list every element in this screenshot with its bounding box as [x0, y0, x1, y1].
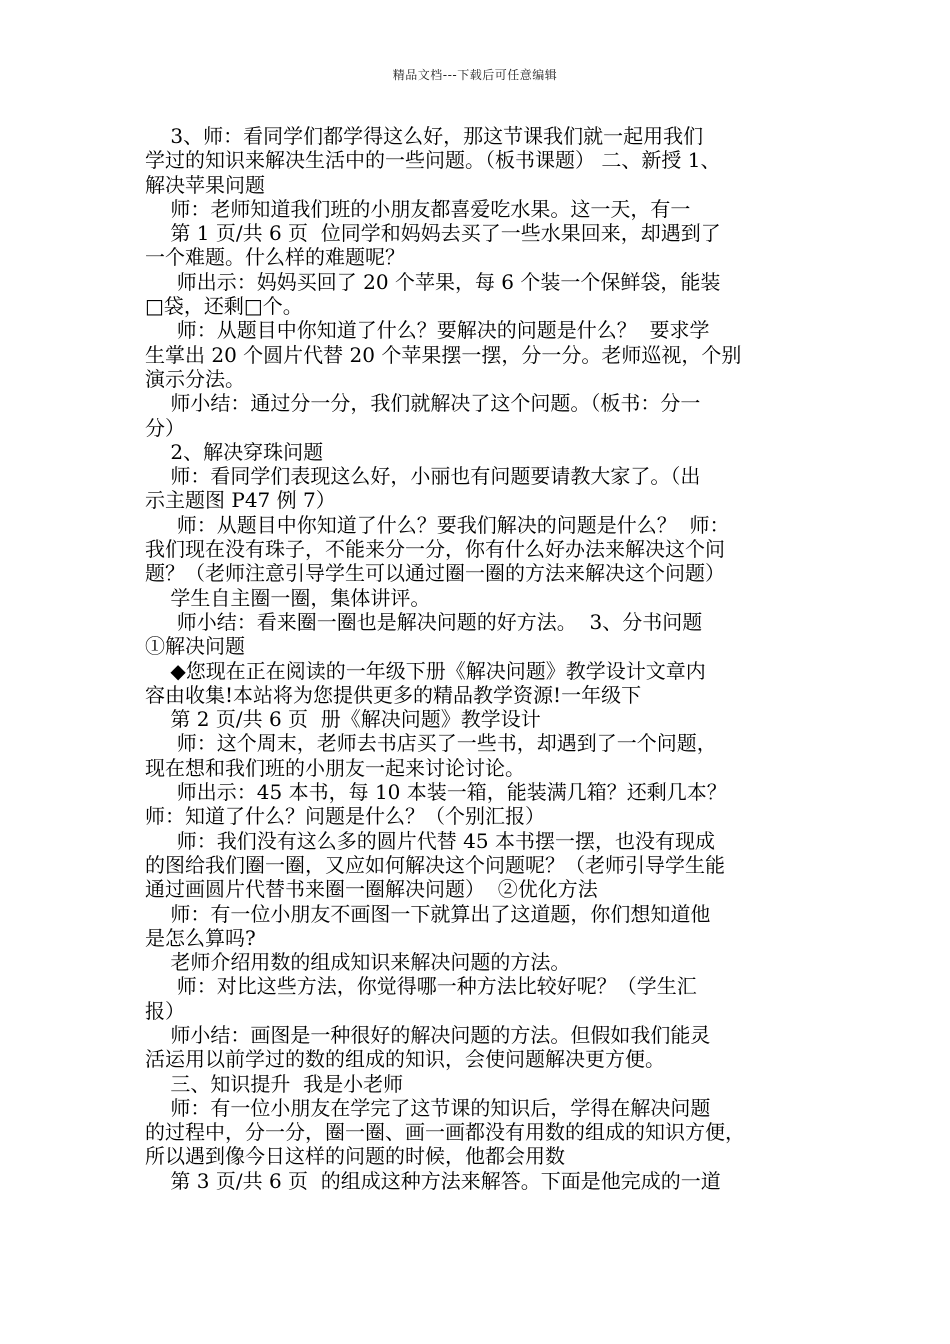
text-line: 第 1 页/共 6 页 位同学和妈妈去买了一些水果回来，却遇到了	[145, 221, 721, 246]
text-line: 我们现在没有珠子，不能来分一分，你有什么好办法来解决这个问	[145, 537, 725, 562]
text-line: 演示分法。	[145, 366, 245, 391]
text-line: 师小结：画图是一种很好的解决问题的方法。但假如我们能灵	[145, 1022, 711, 1047]
text-line: 生掌出 20 个圆片代替 20 个苹果摆一摆，分一分。老师巡视，个别	[145, 342, 742, 367]
text-line: 三、知识提升 我是小老师	[145, 1071, 404, 1096]
text-line: 的图给我们圈一圈，又应如何解决这个问题呢？（老师引导学生能	[145, 852, 725, 877]
text-line: 师：这个周末，老师去书店买了一些书，却遇到了一个问题，	[145, 731, 717, 756]
text-line: 师：对比这些方法，你觉得哪一种方法比较好呢？（学生汇	[145, 974, 697, 999]
text-line: 的过程中，分一分，圈一圈、画一画都没有用数的组成的知识方便，	[145, 1120, 745, 1145]
text-line: 分）	[145, 415, 185, 440]
text-line: 师：我们没有这么多的圆片代替 45 本书摆一摆，也没有现成	[145, 828, 715, 853]
text-line: 2、解决穿珠问题	[145, 439, 324, 464]
text-line: 师：老师知道我们班的小朋友都喜爱吃水果。这一天，有一	[145, 196, 691, 221]
text-line: 解决苹果问题	[145, 172, 265, 197]
document-body	[145, 124, 810, 1193]
text-line: 是怎么算吗?	[145, 925, 256, 950]
text-line: 师出示：妈妈买回了 20 个苹果，每 6 个装一个保鲜袋，能装	[145, 269, 721, 294]
text-line: 容由收集!本站将为您提供更多的精品教学资源!一年级下	[145, 682, 642, 707]
text-line: 题？（老师注意引导学生可以通过圈一圈的方法来解决这个问题）	[145, 561, 725, 586]
text-line: 第 3 页/共 6 页 的组成这种方法来解答。下面是他完成的一道	[145, 1168, 721, 1193]
text-line: □袋，还剩□个。	[145, 294, 303, 319]
text-line: 师出示：45 本书，每 10 本装一箱，能装满几箱？还剩几本？	[145, 780, 727, 805]
text-line: 通过画圆片代替书来圈一圈解决问题） ②优化方法	[145, 877, 598, 902]
text-line: ◆您现在正在阅读的一年级下册《解决问题》教学设计文章内	[145, 658, 706, 683]
text-line: 现在想和我们班的小朋友一起来讨论讨论。	[145, 755, 525, 780]
text-line: 师：知道了什么？问题是什么？（个别汇报）	[145, 804, 545, 829]
text-line: 所以遇到像今日这样的问题的时候，他都会用数	[145, 1144, 565, 1169]
text-line: 报）	[145, 998, 185, 1023]
text-line: 师：有一位小朋友不画图一下就算出了这道题，你们想知道他	[145, 901, 711, 926]
text-line: 一个难题。什么样的难题呢？	[145, 245, 405, 270]
text-line: 老师介绍用数的组成知识来解决问题的方法。	[145, 950, 571, 975]
text-line: ①解决问题	[145, 634, 245, 659]
text-line: 师：有一位小朋友在学完了这节课的知识后，学得在解决问题	[145, 1095, 711, 1120]
text-line: 师：从题目中你知道了什么？要解决的问题是什么？ 要求学	[145, 318, 710, 343]
text-line: 师小结：看来圈一圈也是解决问题的好方法。 3、分书问题	[145, 609, 703, 634]
text-line: 学生自主圈一圈，集体讲评。	[145, 585, 431, 610]
text-line: 师：从题目中你知道了什么？要我们解决的问题是什么？ 师：	[145, 512, 730, 537]
text-line: 师小结：通过分一分，我们就解决了这个问题。（板书：分一	[145, 391, 701, 416]
text-line: 师：看同学们表现这么好，小丽也有问题要请教大家了。（出	[145, 464, 701, 489]
text-line: 第 2 页/共 6 页 册《解决问题》教学设计	[145, 707, 541, 732]
text-line: 活运用以前学过的数的组成的知识，会使问题解决更方便。	[145, 1047, 665, 1072]
page-header: 精品文档---下载后可任意编辑	[392, 68, 558, 82]
text-line: 学过的知识来解决生活中的一些问题。（板书课题） 二、新授 1、	[145, 148, 721, 173]
text-line: 示主题图 P47 例 7）	[145, 488, 336, 513]
text-line: 3、师：看同学们都学得这么好，那这节课我们就一起用我们	[145, 124, 704, 148]
